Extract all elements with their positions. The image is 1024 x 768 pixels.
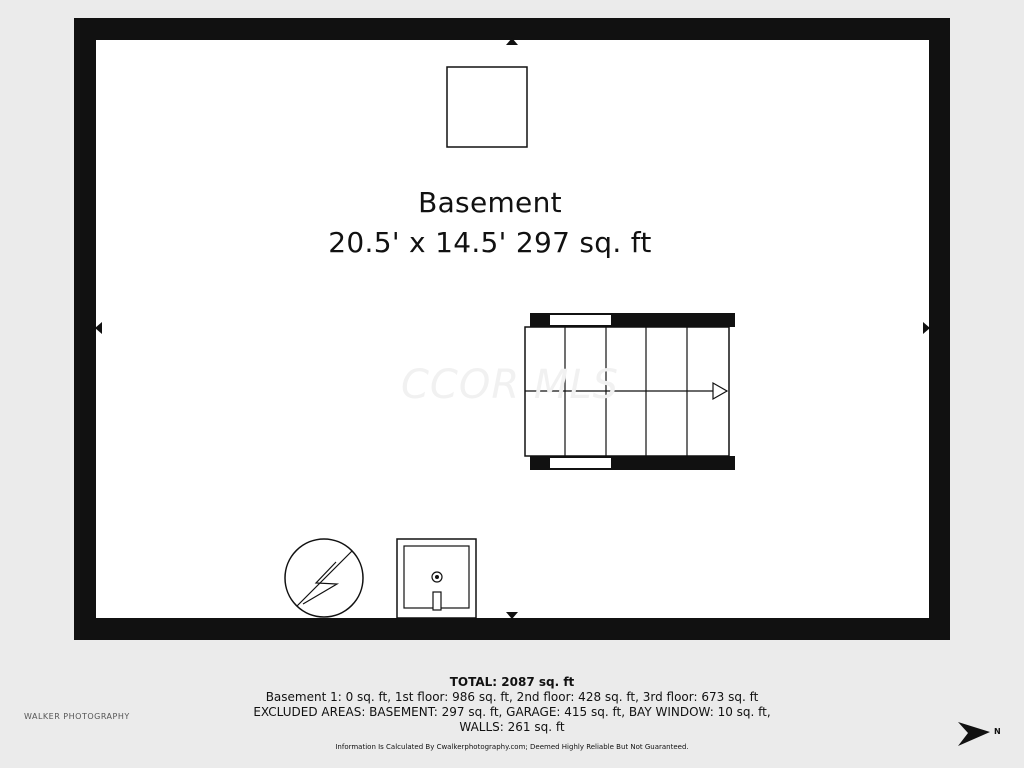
room-dimensions: 20.5' x 14.5' 297 sq. ft bbox=[328, 226, 652, 259]
electrical-panel-icon bbox=[285, 539, 363, 617]
walls-area: WALLS: 261 sq. ft bbox=[459, 720, 565, 734]
brand-logo: WALKER PHOTOGRAPHY bbox=[24, 712, 130, 721]
compass-label: N bbox=[994, 727, 1001, 736]
excluded-areas: EXCLUDED AREAS: BASEMENT: 297 sq. ft, GARAGE: 415 sq. ft, BAY WINDOW: 10 sq. ft, bbox=[253, 705, 771, 719]
compass-arrow-icon bbox=[958, 722, 992, 746]
square-column bbox=[447, 67, 527, 147]
utility-sink-icon bbox=[397, 539, 476, 618]
disclaimer: Information Is Calculated By Cwalkerphotography.com; Deemed Highly Reliable But Not Guaranteed. bbox=[335, 743, 689, 751]
floor-area-breakdown: Basement 1: 0 sq. ft, 1st floor: 986 sq. ft, 2nd floor: 428 sq. ft, 3rd floor: 673 sq. ft bbox=[265, 690, 759, 704]
watermark: CCOR MLS bbox=[400, 362, 620, 408]
room-name: Basement bbox=[418, 186, 562, 219]
total-area: TOTAL: 2087 sq. ft bbox=[449, 675, 575, 689]
